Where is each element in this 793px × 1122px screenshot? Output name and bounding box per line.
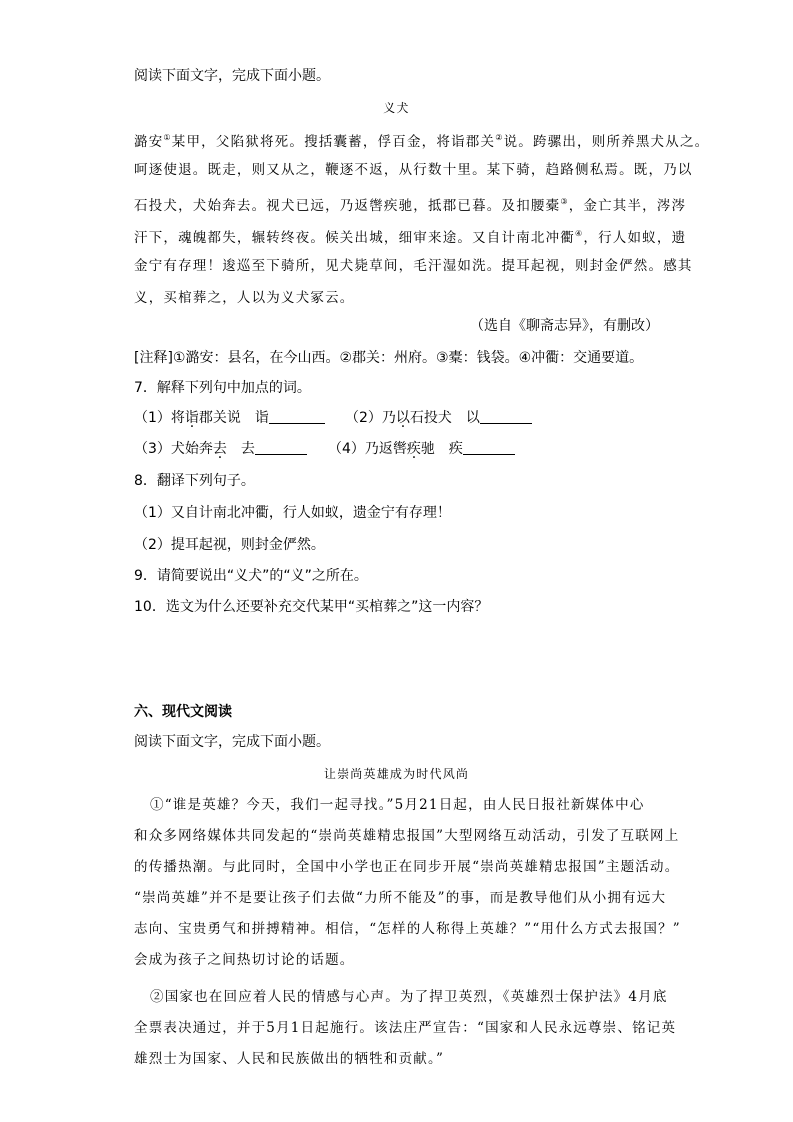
passage-text: 志向、宝贵勇气和拼搏精神。相信，“怎样的人称得上英雄？”“用什么方式去报国？” [134,921,681,937]
answer-blank[interactable] [255,439,307,455]
question-10: 10．选文为什么还要补充交代某甲“买棺葬之”这一内容？ [134,599,489,615]
question-9: 9．请简要说出“义犬”的“义”之所在。 [134,568,368,584]
passage-text: 金宁有存理！逡巡至下骑所，见犬毙草间，毛汗湿如洗。提耳起视，则封金俨然。感其 [134,258,693,274]
dotted-word: 疾 [406,441,421,457]
footnote-mark: ④ [575,229,584,238]
passage-text: 义，买棺葬之，人以为义犬冢云。 [134,290,355,306]
passage-text: “崇尚英雄”并不是要让孩子们去做“力所不能及”的事，而是教导他们从小拥有远大 [134,890,667,906]
answer-blank[interactable] [269,408,325,424]
intro-2: 阅读下面文字，完成下面小题。 [134,734,330,750]
passage-title-1: 义犬 [383,101,410,115]
item-text: （2）乃 [345,410,396,426]
item-text: （1）将 [134,410,185,426]
passage-text: ②国家也在回应着人民的情感与心声。为了捍卫英烈，《英雄烈士保护法》4月底 [150,989,668,1005]
passage-text: 呵逐使退。既走，则又从之，鞭逐不返，从行数十里。某下骑，趋路侧私焉。既，乃以 [134,162,693,178]
dotted-word: 以 [395,410,410,426]
item-text: 驰 疾 [420,441,463,457]
item-text: 去 [226,441,255,457]
passage-text: ，金亡其半，涔涔 [568,198,687,214]
passage-text: 会成为孩子之间热切讨论的话题。 [134,952,355,968]
answer-blank[interactable] [463,439,515,455]
footnote-mark: ① [163,133,172,142]
item-text: 郡关说 诣 [198,410,269,426]
passage-text: ①“谁是英雄？今天，我们一起寻找。”5月21日起，由人民日报社新媒体中心 [150,797,645,813]
dotted-word: 去 [212,441,227,457]
question-stem: 8．翻译下列句子。 [134,473,255,489]
sentence-item: （2）提耳起视，则封金俨然。 [134,537,325,553]
passage-text: 潞安 [134,134,164,150]
footnote-mark: ② [495,133,504,142]
passage-text: 雄烈士为国家、人民和民族做出的牺牲和贡献。” [134,1051,445,1067]
passage-text: 说。跨骡出，则所养黑犬从之。 [503,134,710,150]
item-text: （3）犬始奔 [134,441,213,457]
dotted-word: 诣 [184,410,199,426]
item-text: 石投犬 以 [409,410,480,426]
passage-title-2: 让崇尚英雄成为时代风尚 [323,767,470,781]
item-text: （4）乃返辔 [328,441,407,457]
source-citation: （选自《聊斋志异》，有删改） [470,318,659,334]
annotation-notes: [注释]①潞安：县名，在今山西。②郡关：州府。③橐：钱袋。④冲衢：交通要道。 [134,350,644,366]
passage-text: 汗下，魂魄都失，辗转终夜。候关出城，细审来途。又自计南北冲衢 [134,230,575,246]
sentence-item: （1）又自计南北冲衢，行人如蚁，遗金宁有存理！ [134,505,451,521]
passage-text: ，行人如蚁，遗 [583,230,687,246]
footnote-mark: ③ [560,197,569,206]
passage-text: 石投犬，犬始奔去。视犬已远，乃返辔疾驰，抵郡已暮。及扣腰橐 [134,198,561,214]
section-heading: 六、现代文阅读 [134,704,232,720]
question-stem: 7．解释下列句中加点的词。 [134,380,311,396]
answer-blank[interactable] [480,408,532,424]
passage-text: 和众多网络媒体共同发起的“崇尚英雄精忠报国”大型网络互动活动，引发了互联网上 [134,828,680,844]
intro-1: 阅读下面文字，完成下面小题。 [134,68,330,84]
passage-text: 某甲，父陷狱将死。搜括囊蓄，俘百金，将诣郡关 [171,134,496,150]
passage-text: 的传播热潮。与此同时，全国中小学也正在同步开展“崇尚英雄精忠报国”主题活动。 [134,859,680,875]
passage-text: 全票表决通过，并于5月1日起施行。该法庄严宣告：“国家和人民永远尊崇、铭记英 [134,1020,677,1036]
